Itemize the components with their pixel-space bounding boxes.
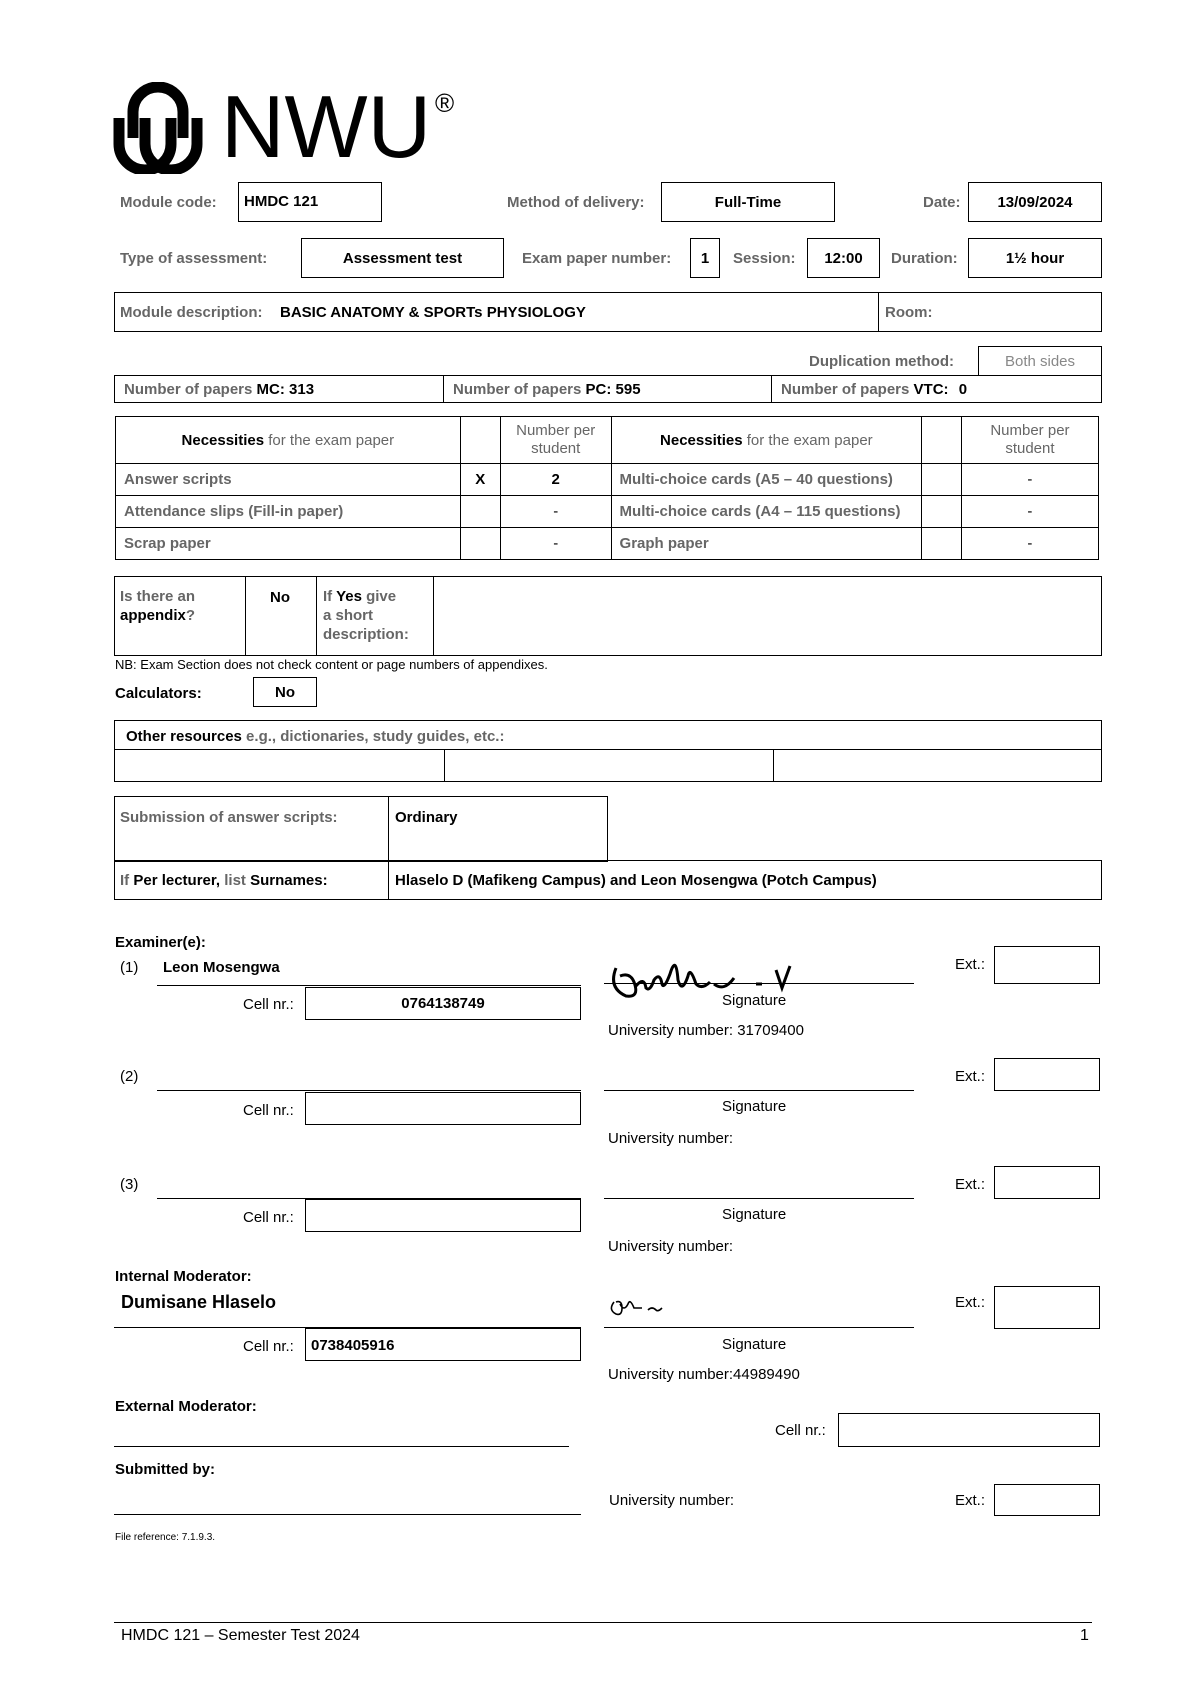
internal-univ: University number:44989490 bbox=[608, 1366, 800, 1383]
logo-text: NWU bbox=[221, 77, 432, 176]
assessment-label: Type of assessment: bbox=[120, 250, 268, 267]
examiner-2-univ: University number: bbox=[608, 1130, 734, 1147]
appendix-row: Is there an appendix? No If Yes give a short description: bbox=[114, 576, 1102, 656]
examiner-1-cell-label: Cell nr.: bbox=[243, 996, 294, 1013]
examiner-3-cell-box bbox=[305, 1199, 581, 1232]
examiner-2-ext-box bbox=[994, 1058, 1100, 1091]
session-box bbox=[807, 238, 880, 278]
submitted-by-title: Submitted by: bbox=[115, 1461, 215, 1478]
internal-ext-box bbox=[994, 1286, 1100, 1329]
examiner-3-number: (3) bbox=[120, 1176, 139, 1193]
date-label: Date: bbox=[923, 194, 961, 211]
submitted-univ-label: University number: bbox=[609, 1492, 735, 1509]
internal-signature-label: Signature bbox=[722, 1336, 787, 1353]
examiner-2-ext-label: Ext.: bbox=[955, 1068, 986, 1085]
external-cell-label: Cell nr.: bbox=[775, 1422, 826, 1439]
examiner-1-ext-label: Ext.: bbox=[955, 956, 986, 973]
duplication-box bbox=[978, 346, 1102, 376]
examiner-2-cell-box bbox=[305, 1092, 581, 1125]
registered-mark: ® bbox=[435, 88, 455, 118]
internal-moderator-title: Internal Moderator: bbox=[115, 1268, 252, 1285]
examiner-1-ext-box bbox=[994, 946, 1100, 984]
description-value: BASIC ANATOMY & SPORTs PHYSIOLOGY bbox=[280, 304, 586, 321]
footer-title: HMDC 121 – Semester Test 2024 bbox=[121, 1627, 360, 1644]
module-code-box bbox=[238, 182, 382, 222]
appendix-note: NB: Exam Section does not check content or page numbers of appendixes. bbox=[115, 657, 548, 672]
examiner-1-cell-box bbox=[305, 987, 581, 1020]
internal-cell-value: 0738405916 bbox=[311, 1337, 395, 1354]
assessment-box bbox=[301, 238, 504, 278]
per-lecturer-value: Hlaselo D (Mafikeng Campus) and Leon Mosengwa (Potch Campus) bbox=[395, 872, 877, 889]
other-resources-label: Other resources bbox=[126, 728, 242, 745]
submission-value: Ordinary bbox=[395, 809, 458, 826]
module-code-value: HMDC 121 bbox=[244, 193, 319, 210]
examiner-3-signature-label: Signature bbox=[722, 1206, 787, 1223]
calculators-box bbox=[253, 677, 317, 707]
appendix-answer: No bbox=[270, 589, 290, 606]
examiner-2-cell-label: Cell nr.: bbox=[243, 1102, 294, 1119]
duration-label: Duration: bbox=[891, 250, 958, 267]
examiner-2-signature-label: Signature bbox=[722, 1098, 787, 1115]
page-number: 1 bbox=[1080, 1627, 1089, 1644]
delivery-value: Full-Time bbox=[714, 193, 782, 211]
assessment-value: Assessment test bbox=[342, 249, 463, 267]
examiner-3-cell-label: Cell nr.: bbox=[243, 1209, 294, 1226]
table-row: Answer scripts X 2 Multi-choice cards (A5 – 40 questions) - bbox=[116, 464, 1099, 496]
submission-box bbox=[114, 796, 608, 862]
calculators-label: Calculators: bbox=[115, 685, 202, 702]
external-moderator-title: External Moderator: bbox=[115, 1398, 257, 1415]
description-label: Module description: bbox=[120, 304, 263, 321]
examiner-3-ext-box bbox=[994, 1166, 1100, 1199]
examiner-1-signature-label: Signature bbox=[722, 992, 787, 1009]
external-cell-box bbox=[838, 1413, 1100, 1447]
submitted-ext-box bbox=[994, 1484, 1100, 1516]
table-row: Attendance slips (Fill-in paper) - Multi-choice cards (A4 – 115 questions) - bbox=[116, 496, 1099, 528]
duplication-label: Duplication method: bbox=[809, 353, 954, 370]
submitted-ext-label: Ext.: bbox=[955, 1492, 986, 1509]
delivery-label: Method of delivery: bbox=[507, 194, 645, 211]
room-label: Room: bbox=[885, 304, 933, 321]
exam-paper-box bbox=[690, 238, 720, 278]
internal-moderator-name: Dumisane Hlaselo bbox=[121, 1292, 277, 1312]
examiner-3-ext-label: Ext.: bbox=[955, 1176, 986, 1193]
internal-signature-icon bbox=[608, 1294, 668, 1318]
internal-cell-label: Cell nr.: bbox=[243, 1338, 294, 1355]
table-row: Scrap paper - Graph paper - bbox=[116, 528, 1099, 560]
per-student-header-right: Number per student bbox=[961, 417, 1098, 464]
nwu-logo bbox=[113, 77, 473, 176]
examiner-1-name: Leon Mosengwa bbox=[163, 959, 280, 976]
module-description-row bbox=[114, 292, 1102, 332]
per-lecturer-row: If Per lecturer, list Surnames: Hlaselo D (Mafikeng Campus) and Leon Mosengwa (Potch Campus) bbox=[114, 860, 1102, 900]
date-box bbox=[968, 182, 1102, 222]
file-reference: File reference: 7.1.9.3. bbox=[115, 1532, 216, 1543]
submission-label: Submission of answer scripts: bbox=[120, 809, 338, 826]
duration-box bbox=[968, 238, 1102, 278]
date-value: 13/09/2024 bbox=[997, 193, 1073, 211]
session-label: Session: bbox=[733, 250, 796, 267]
module-code-label: Module code: bbox=[120, 194, 217, 211]
session-value: 12:00 bbox=[824, 249, 863, 267]
appendix-question-2: appendix bbox=[120, 607, 186, 624]
calculators-value: No bbox=[275, 683, 295, 701]
papers-row bbox=[114, 375, 1102, 403]
appendix-question-1: Is there an bbox=[120, 588, 196, 605]
duration-value: 1½ hour bbox=[1005, 249, 1065, 267]
other-resources-table: Other resources e.g., dictionaries, study guides, etc.: bbox=[114, 720, 1102, 782]
examiner-1-cell-value: 0764138749 bbox=[401, 995, 485, 1012]
delivery-box bbox=[661, 182, 835, 222]
examiner-3-univ: University number: bbox=[608, 1238, 734, 1255]
duplication-value: Both sides bbox=[1004, 352, 1076, 370]
papers-mc: Number of papers MC: 313 bbox=[124, 381, 315, 398]
exam-paper-value: 1 bbox=[700, 249, 710, 267]
necessities-header-row: Necessities for the exam paper Number per student Necessities for the exam paper Number per student bbox=[116, 417, 1099, 464]
exam-paper-label: Exam paper number: bbox=[522, 250, 672, 267]
examiner-1-number: (1) bbox=[120, 959, 139, 976]
examiner-1-univ: University number: 31709400 bbox=[608, 1022, 804, 1039]
necessities-table bbox=[115, 416, 1099, 560]
papers-vtc: Number of papers VTC: 0 bbox=[781, 381, 968, 398]
internal-cell-box bbox=[305, 1328, 581, 1361]
examiners-title: Examiner(e): bbox=[115, 934, 206, 951]
examiner-2-number: (2) bbox=[120, 1068, 139, 1085]
per-student-header-left: Number per student bbox=[500, 417, 611, 464]
internal-ext-label: Ext.: bbox=[955, 1294, 986, 1311]
nwu-emblem-icon bbox=[113, 82, 203, 174]
papers-pc: Number of papers PC: 595 bbox=[453, 381, 641, 398]
